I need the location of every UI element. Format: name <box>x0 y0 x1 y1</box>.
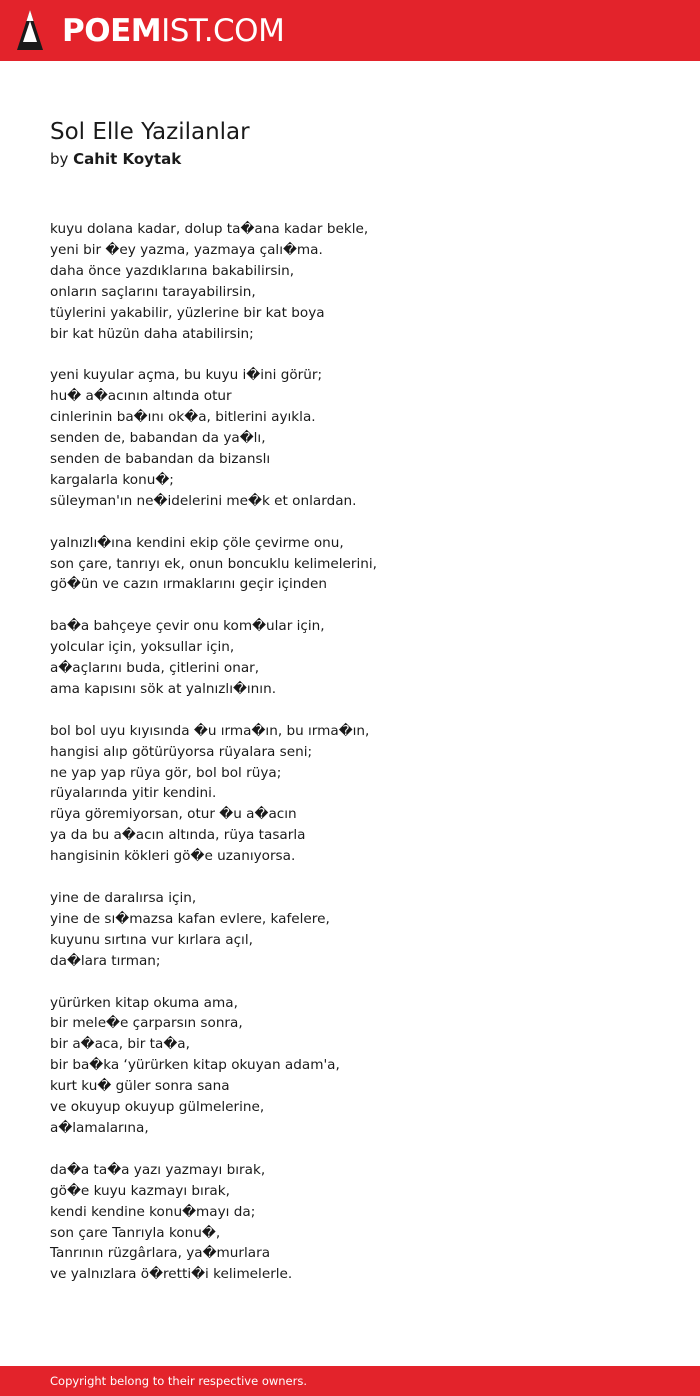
poem-title: Sol Elle Yazilanlar <box>50 119 250 145</box>
pencil-icon[interactable] <box>16 9 44 52</box>
logo-light-text: IST.COM <box>161 13 285 49</box>
site-footer <box>0 1366 700 1396</box>
poem-byline <box>50 148 181 170</box>
author-name: Cahit Koytak <box>73 150 182 168</box>
logo-bold-text: POEM <box>62 13 162 49</box>
by-prefix: by <box>50 150 74 168</box>
poem-body: kuyu dolana kadar, dolup ta�ana kadar bekle, yeni bir �ey yazma, yazmaya çalı�ma. daha önce yazdıklarına bakabilirsin, onların saçlarını tarayabilirsin, tüylerini yakabilir, yüzlerine bir kat boya bir kat hüzün daha atabilirsin; yeni kuyular açma, bu kuyu i�ini görür; hu� a�acının altında otur cinlerinin ba�ını ok�a, bitlerini ayıkla. senden de, babandan da ya�lı, senden de babandan da bizanslı kargalarla konu�; süleyman'ın ne�idelerini me�k et onlardan. yalnızlı�ına kendini ekip çöle çevirme onu, son çare, tanrıyı ek, onun boncuklu kelimelerini, gö�ün ve cazın ırmaklarını geçir içinden ba�a bahçeye çevir onu kom�ular için, yolcular için, yoksullar için, a�açlarını buda, çitlerini onar, ama kapısını sök at yalnızlı�ının. bol bol uyu kıyısında �u ırma�ın, bu ırma�ın, hangisi alıp götürüyorsa rüyalara seni; ne yap yap rüya gör, bol bol rüya; rüyalarında yitir kendini. rüya göremiyorsan, otur �u a�acın ya da bu a�acın altında, rüya tasarla hangisinin kökleri gö�e uzanıyorsa. yine de daralırsa için, yine de sı�mazsa kafan evlere, kafelere, kuyunu sırtına vur kırlara açıl, da�lara tırman; yürürken kitap okuma ama, bir mele�e çarparsın sonra, bir a�aca, bir ta�a, bir ba�ka ‘yürürken kitap okuyan adam'a, kurt ku� güler sonra sana ve okuyup okuyup gülmelerine, a�lamalarına, da�a ta�a yazı yazmayı bırak, gö�e kuyu kazmayı bırak, kendi kendine konu�mayı da; son çare Tanrıyla konu�, Tanrının rüzgârlara, ya�murlara ve yalnızlara ö�retti�i kelimelerle. <box>50 221 377 1283</box>
copyright-text: Copyright belong to their respective owners. <box>50 1374 308 1388</box>
site-header <box>0 0 700 61</box>
site-logo[interactable] <box>62 11 284 51</box>
